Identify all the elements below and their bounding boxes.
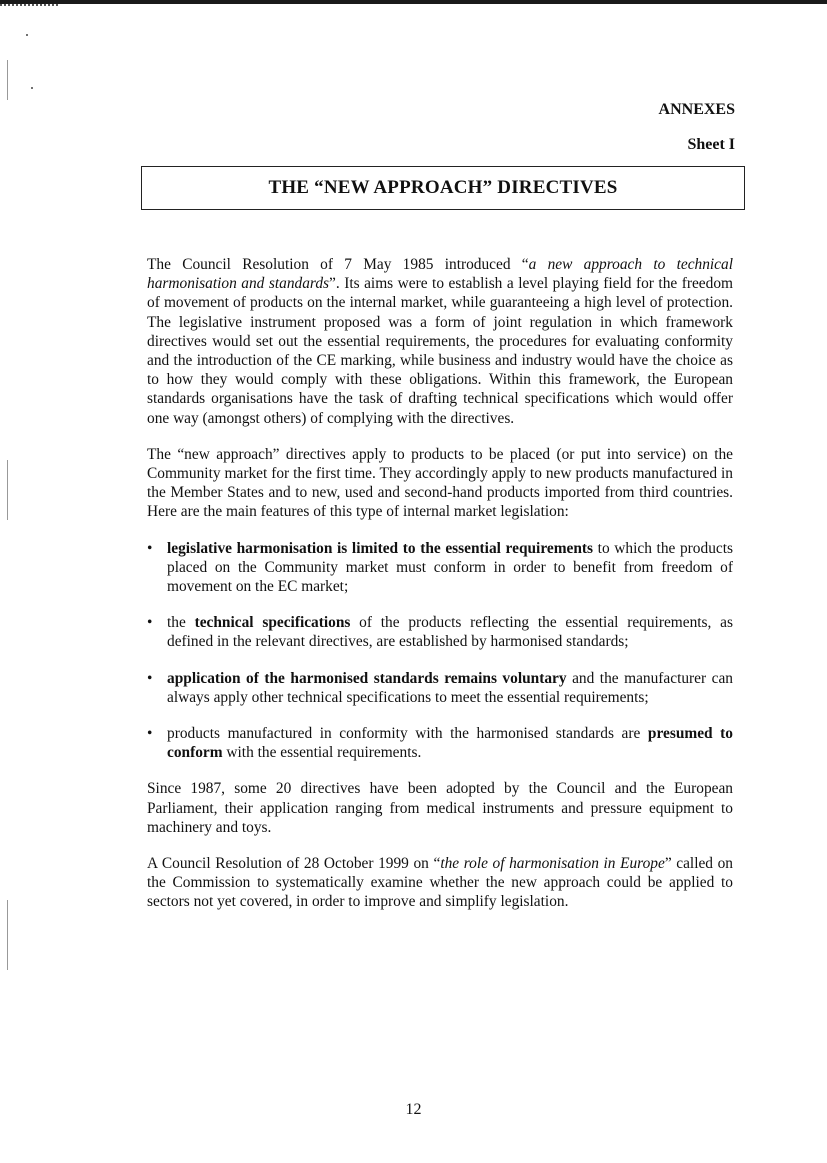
paragraph-italic-quote: a new approach to technical harmonisation and standards bbox=[147, 256, 733, 293]
scan-speck bbox=[26, 34, 28, 36]
list-item-text: the bbox=[167, 614, 195, 632]
page-title: THE “NEW APPROACH” DIRECTIVES bbox=[268, 177, 618, 198]
list-item bbox=[147, 669, 733, 707]
page-number: 12 bbox=[405, 1101, 422, 1118]
paragraph-directives-adopted: Since 1987, some 20 directives have been adopted by the Council and the European Parliament, their application ranging from medical instruments and pressure equipment to machinery and toys. bbox=[147, 780, 733, 836]
features-list bbox=[147, 539, 733, 763]
top-scan-rule bbox=[0, 0, 827, 4]
list-item-text: products manufactured in conformity with the harmonised standards are bbox=[167, 725, 648, 743]
list-item bbox=[147, 724, 733, 762]
list-item-bold: application of the harmonised standards remains voluntary bbox=[167, 669, 567, 687]
bullet-icon: • bbox=[147, 614, 153, 632]
paragraph-scope: The “new approach” directives apply to products to be placed (or put into service) on the Community market for the first time. They accordingly apply to new products manufactured in the Member States and to new, used and second-hand products imported from third countries. Here are the main features of this type of internal market legislation: bbox=[147, 445, 733, 521]
list-item bbox=[147, 613, 733, 651]
list-item bbox=[147, 539, 733, 597]
bullet-icon: • bbox=[147, 539, 153, 557]
paragraph-italic-quote: the role of harmonisation in Europe bbox=[440, 855, 665, 873]
scan-margin-line bbox=[7, 460, 8, 520]
scan-margin-line bbox=[7, 60, 8, 100]
document-body bbox=[147, 255, 733, 929]
scan-speck bbox=[31, 87, 33, 89]
scan-margin-line bbox=[7, 900, 8, 970]
list-item-text: to which the products placed on the Community market must conform in order to benefit from freedom of movement on the EC market; bbox=[167, 539, 733, 596]
list-item-text: of the products reflecting the essential requirements, as defined in the relevant directives, are established by harmonised standards; bbox=[167, 614, 733, 651]
sheet-label: Sheet I bbox=[687, 136, 735, 153]
title-box bbox=[141, 166, 745, 210]
annexes-heading: ANNEXES bbox=[658, 101, 735, 118]
list-item-bold: legislative harmonisation is limited to the essential requirements bbox=[167, 539, 594, 557]
bullet-icon: • bbox=[147, 669, 153, 687]
paragraph-council-resolution bbox=[147, 854, 733, 912]
paragraph-text: ” called on the Commission to systematically examine whether the new approach could be applied to sectors not yet covered, in order to improve and simplify legislation. bbox=[147, 855, 733, 911]
list-item-text: with the essential requirements. bbox=[222, 744, 422, 762]
list-item-bold: technical specifications bbox=[194, 614, 351, 632]
paragraph-text: ”. Its aims were to establish a level playing field for the freedom of movement of products on the internal market, while guaranteeing a high level of protection. The legislative instrument proposed was a form of joint regulation in which framework directives would set out the essential requirements, the procedures for evaluating conformity and the introduction of the CE marking, while business and industry would have the choice as to how they would comply with these obligations. Within this framework, the European standards organisations have the task of drafting technical specifications which would offer one way (amongst others) of complying with the directives. bbox=[147, 275, 733, 427]
paragraph-intro bbox=[147, 255, 733, 428]
bullet-icon: • bbox=[147, 725, 153, 743]
list-item-bold: presumed to conform bbox=[167, 725, 733, 762]
paragraph-text: The Council Resolution of 7 May 1985 introduced “ bbox=[147, 256, 529, 273]
paragraph-text: A Council Resolution of 28 October 1999 on “ bbox=[147, 855, 441, 873]
top-scan-dots bbox=[0, 4, 60, 6]
list-item-text: and the manufacturer can always apply other technical specifications to meet the essential requirements; bbox=[167, 669, 733, 706]
